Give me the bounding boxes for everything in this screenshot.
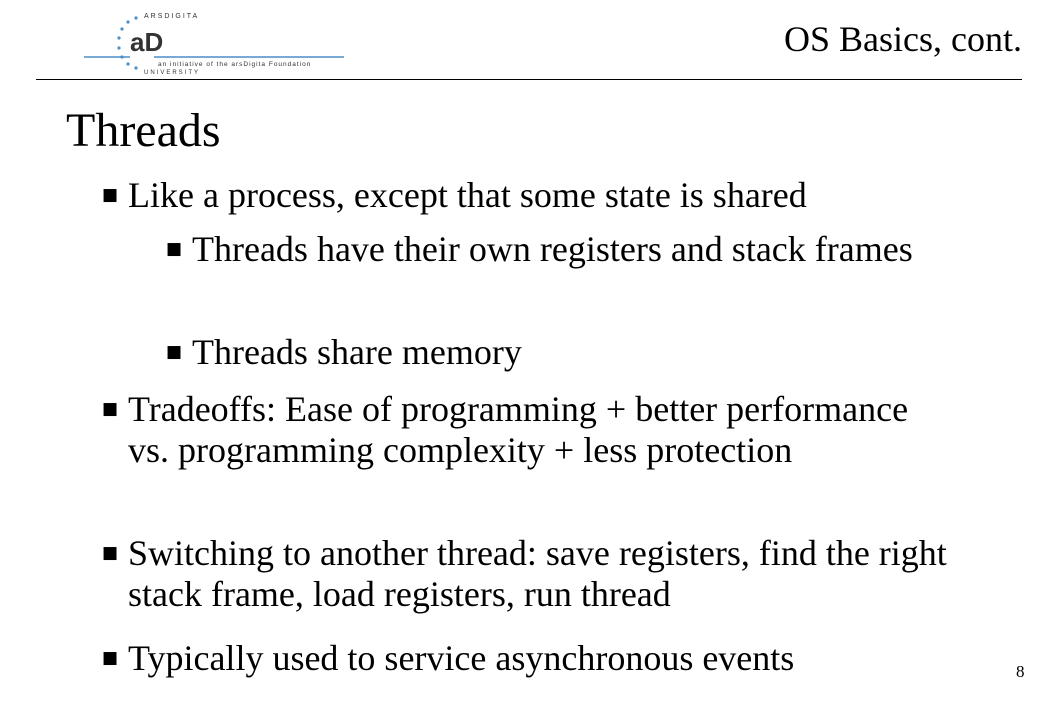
slide-title: Threads [66,104,221,157]
bullet-marker-icon: ■ [102,185,119,205]
logo-arc-text: ARSDIGITA [144,13,200,20]
logo-arc-text-bottom: UNIVERSITY [144,70,201,76]
bullet-text: Switching to another thread: save registers, find the right stack frame, load registers, run thread [128,533,947,614]
bullet-item [102,533,952,615]
sub-bullet-item [166,332,946,373]
bullet-marker-icon: ■ [166,239,183,259]
sub-bullet-item [166,229,946,270]
page-number: 8 [1016,662,1025,681]
header-divider [36,79,1022,80]
bullet-text: Tradeoffs: Ease of programming + better performance vs. programming complexity + less protection [128,389,909,470]
logo-graphic [74,8,364,78]
bullet-item [102,175,952,216]
bullet-item [102,638,952,679]
bullet-text: Like a process, except that some state is shared [128,175,807,215]
bullet-text: Threads share memory [192,332,522,372]
bullet-marker-icon: ■ [166,342,183,362]
bullet-marker-icon: ■ [102,399,119,419]
section-title: OS Basics, cont. [784,19,1022,59]
bullet-text: Threads have their own registers and stack frames [192,229,913,269]
bullet-item [102,389,952,471]
arsdigita-university-logo [74,8,364,78]
bullet-marker-icon: ■ [102,648,119,668]
bullet-marker-icon: ■ [102,543,119,563]
bullet-text: Typically used to service asynchronous events [128,638,795,678]
logo-mark: aD [130,27,164,57]
logo-tagline: an initiative of the arsDigita Foundation [158,61,312,68]
